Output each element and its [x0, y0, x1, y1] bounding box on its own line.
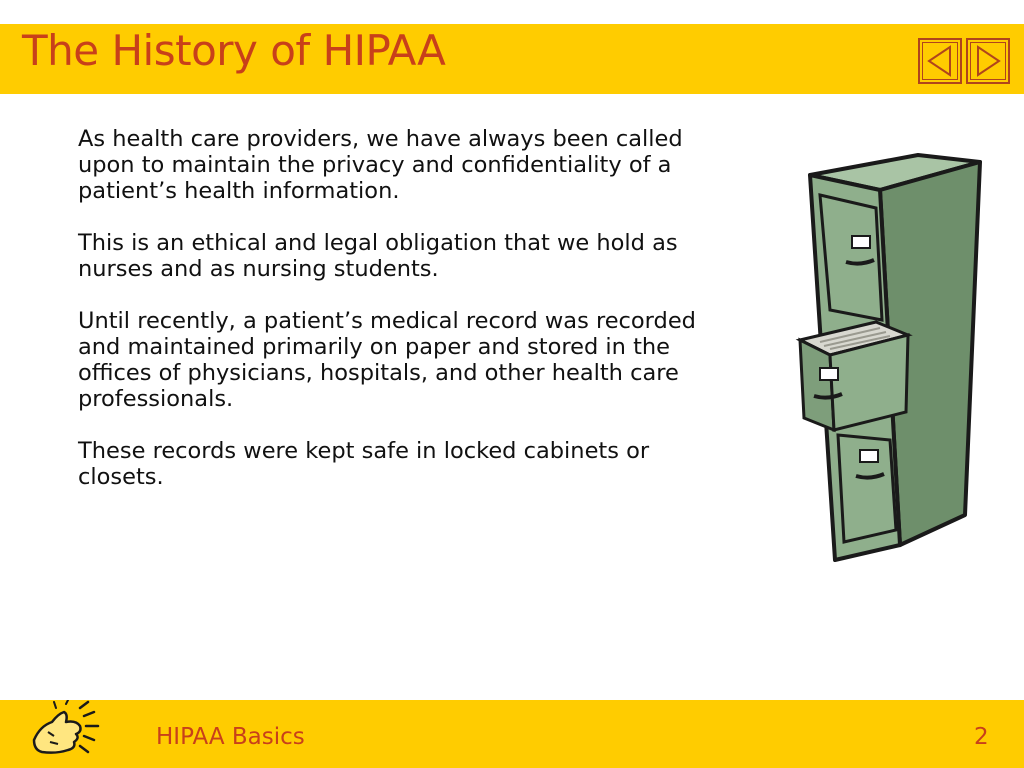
thumbs-up-mascot-icon	[26, 700, 116, 764]
slide-body	[78, 126, 718, 516]
footer-banner	[0, 700, 1024, 768]
previous-slide-button[interactable]	[918, 38, 962, 84]
body-paragraph: Until recently, a patient’s medical record was recorded and maintained primarily on paper and stored in the offices of physicians, hospitals, and other health care professionals.	[78, 308, 696, 412]
triangle-left-icon	[925, 44, 955, 78]
footer-label: HIPAA Basics	[156, 724, 305, 750]
page-number: 2	[974, 724, 989, 750]
triangle-right-icon	[973, 44, 1003, 78]
body-paragraph: This is an ethical and legal obligation that we hold as nurses and as nursing students.	[78, 230, 678, 282]
filing-cabinet-illustration	[790, 150, 990, 570]
body-paragraph: As health care providers, we have always been called upon to maintain the privacy and confidentiality of a patient’s health information.	[78, 126, 683, 204]
body-paragraph: These records were kept safe in locked cabinets or closets.	[78, 438, 650, 490]
slide-title: The History of HIPAA	[22, 26, 446, 75]
next-slide-button[interactable]	[966, 38, 1010, 84]
